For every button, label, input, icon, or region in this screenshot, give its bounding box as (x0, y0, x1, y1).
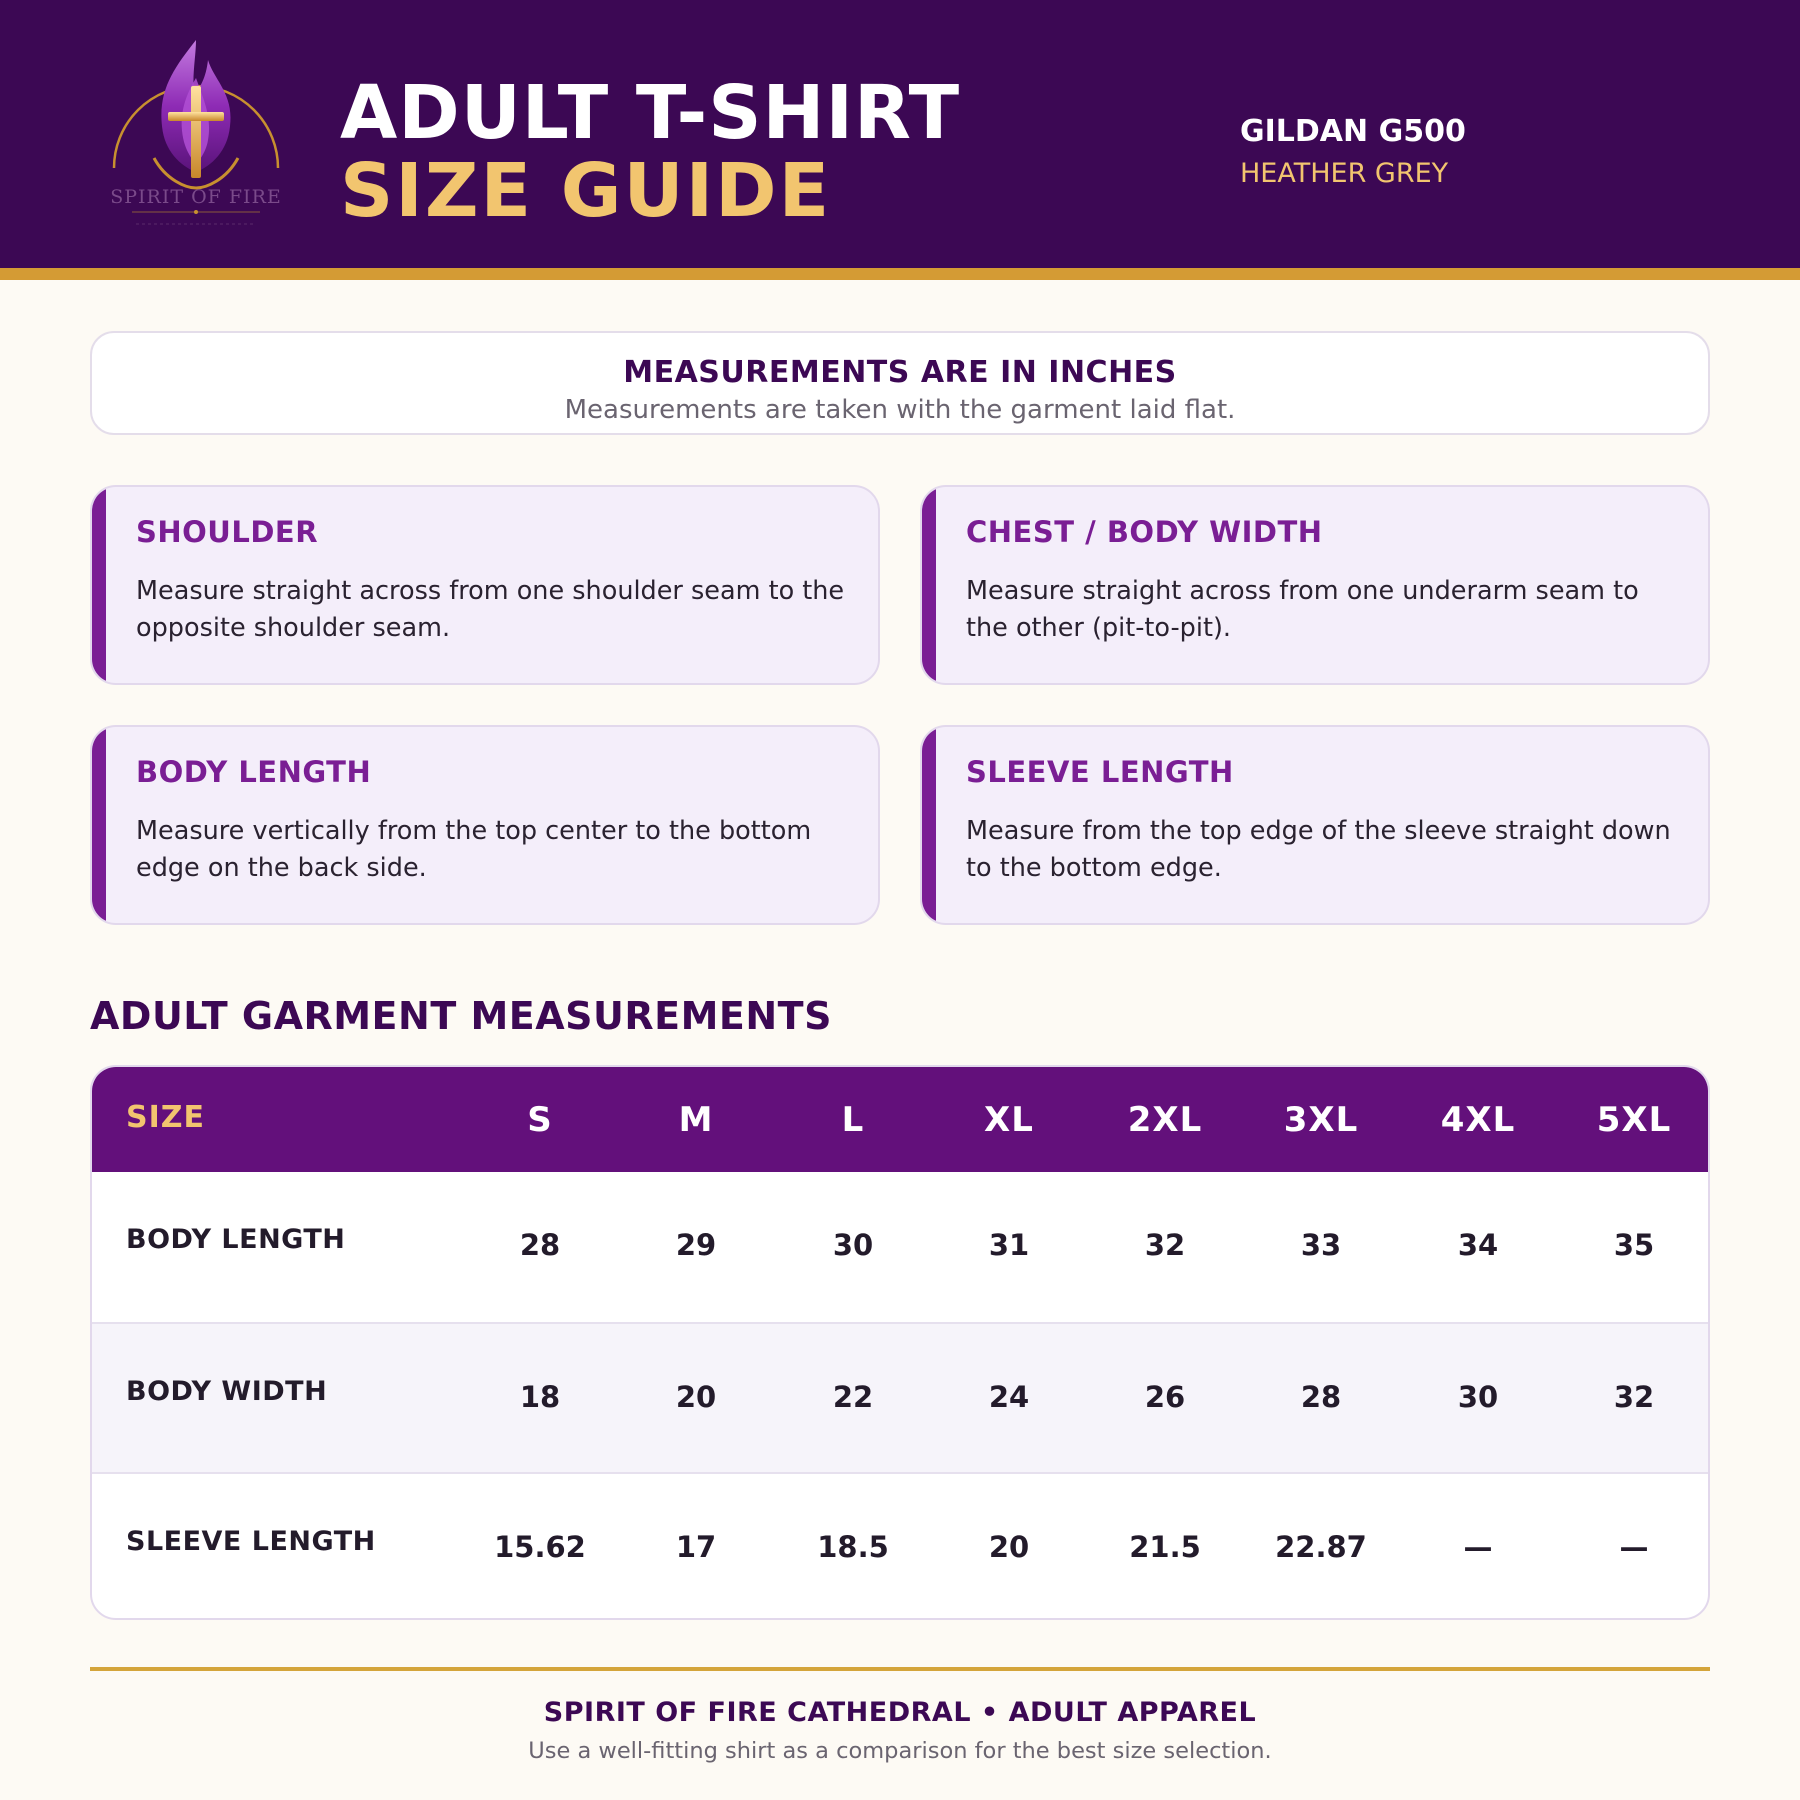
card-accent-bar (922, 727, 936, 923)
table-header-size: 2XL (1127, 1100, 1203, 1140)
product-brand: GILDAN G500 (1240, 114, 1466, 149)
table-header-size: 3XL (1283, 1100, 1359, 1140)
table-row-sleeve-length (92, 1472, 1708, 1620)
units-notice (90, 331, 1710, 435)
table-header-size: L (841, 1100, 865, 1140)
table-cell: 22.87 (1275, 1530, 1367, 1564)
table-cell: 33 (1300, 1228, 1342, 1262)
table-cell: 28 (519, 1228, 561, 1262)
table-cell: 26 (1144, 1380, 1186, 1414)
card-shoulder (90, 485, 880, 685)
footer-divider (90, 1667, 1710, 1671)
table-cell: 30 (832, 1228, 874, 1262)
card-description: Measure straight across from one underarm seam to the other (pit-to-pit). (966, 576, 1639, 643)
table-cell: 20 (988, 1530, 1030, 1564)
product-color: HEATHER GREY (1240, 158, 1449, 189)
card-accent-bar (92, 487, 106, 683)
table-cell: 21.5 (1129, 1530, 1201, 1564)
footer-subtitle: Use a well-fitting shirt as a comparison for the best size selection. (528, 1738, 1272, 1764)
page-title-line1: ADULT T-SHIRT (340, 70, 961, 156)
table-cell: 28 (1300, 1380, 1342, 1414)
table-cell: 32 (1144, 1228, 1186, 1262)
table-row-body-width (92, 1322, 1708, 1472)
row-label: BODY WIDTH (126, 1376, 328, 1407)
card-title: CHEST / BODY WIDTH (966, 515, 1323, 549)
size-table (90, 1065, 1710, 1620)
table-header-size-label: SIZE (126, 1100, 206, 1135)
card-accent-bar (922, 487, 936, 683)
svg-text:SPIRIT OF FIRE: SPIRIT OF FIRE (110, 186, 282, 208)
table-cell: 34 (1457, 1228, 1499, 1262)
table-header-row (92, 1067, 1708, 1172)
table-cell: 18 (519, 1380, 561, 1414)
flame-cross-logo-icon (96, 38, 296, 238)
table-header-size: S (527, 1100, 553, 1140)
card-title: BODY LENGTH (136, 755, 372, 789)
table-cell: 32 (1613, 1380, 1655, 1414)
table-cell: 29 (675, 1228, 717, 1262)
units-notice-subtitle: Measurements are taken with the garment laid flat. (564, 395, 1236, 425)
table-cell: 24 (988, 1380, 1030, 1414)
header-divider (0, 268, 1800, 280)
row-label: SLEEVE LENGTH (126, 1526, 376, 1557)
page-title-line2: SIZE GUIDE (340, 148, 832, 234)
card-accent-bar (92, 727, 106, 923)
table-cell: 15.62 (494, 1530, 586, 1564)
card-chest-body-width (920, 485, 1710, 685)
table-cell: 20 (675, 1380, 717, 1414)
header-banner (0, 0, 1800, 268)
table-header-size: 5XL (1596, 1100, 1672, 1140)
table-cell: 22 (832, 1380, 874, 1414)
table-cell: 30 (1457, 1380, 1499, 1414)
table-header-size: XL (984, 1100, 1034, 1140)
card-title: SLEEVE LENGTH (966, 755, 1234, 789)
table-cell: — (1619, 1530, 1649, 1564)
card-body-length (90, 725, 880, 925)
table-cell: 35 (1613, 1228, 1655, 1262)
table-cell: 18.5 (817, 1530, 889, 1564)
table-header-size: M (678, 1100, 714, 1140)
card-description: Measure from the top edge of the sleeve straight down to the bottom edge. (966, 816, 1671, 883)
card-description: Measure vertically from the top center to the bottom edge on the back side. (136, 816, 812, 883)
table-cell: — (1463, 1530, 1493, 1564)
card-description: Measure straight across from one shoulder seam to the opposite shoulder seam. (136, 576, 845, 643)
footer-title: SPIRIT OF FIRE CATHEDRAL • ADULT APPAREL (543, 1697, 1257, 1728)
card-sleeve-length (920, 725, 1710, 925)
measurements-section-title: ADULT GARMENT MEASUREMENTS (90, 994, 832, 1038)
row-label: BODY LENGTH (126, 1224, 346, 1255)
units-notice-title: MEASUREMENTS ARE IN INCHES (623, 355, 1177, 390)
table-cell: 17 (675, 1530, 717, 1564)
table-header-size: 4XL (1440, 1100, 1516, 1140)
card-title: SHOULDER (136, 515, 319, 549)
table-row-body-length (92, 1172, 1708, 1322)
table-cell: 31 (988, 1228, 1030, 1262)
